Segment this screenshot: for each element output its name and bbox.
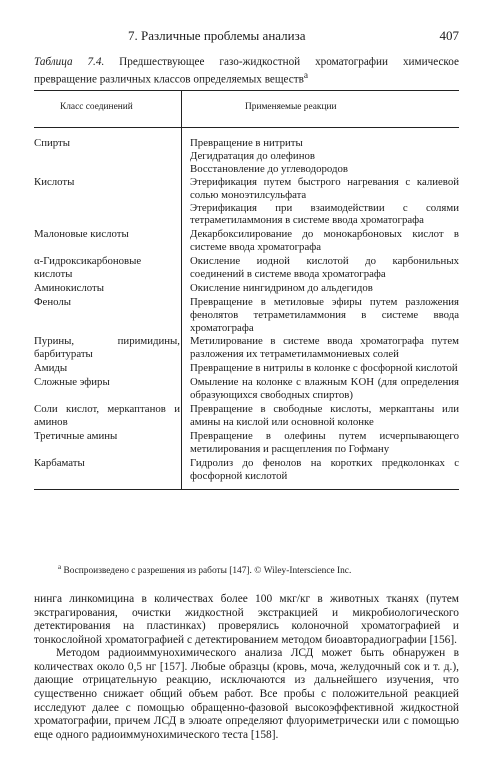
row-reaction: Декарбоксилирование до монокарбоновых кислот в системе ввода хроматографа <box>190 228 459 253</box>
page-number: 407 <box>439 28 459 43</box>
table-caption-text: Предшествующее газо-жидкостной хроматографии химическое превращение различных классов определяемых веществ <box>34 56 459 86</box>
column-header-reactions: Применяемые реакции <box>245 102 337 112</box>
row-class: Карбаматы <box>34 457 85 469</box>
row-class: Третичные амины <box>34 430 118 442</box>
row-class: Малоновые кислоты <box>34 228 129 240</box>
table-caption <box>34 56 459 87</box>
row-class: Пурины, пиримидины, барбитураты <box>34 335 180 360</box>
row-class: Сложные эфиры <box>34 376 110 388</box>
row-reaction: Превращение в свободные кислоты, меркаптаны или амины на кислой или основной колонке <box>190 403 459 428</box>
row-class: Соли кислот, меркаптанов и аминов <box>34 403 180 428</box>
table-bottom-rule <box>34 489 459 490</box>
row-reaction: Окисление иодной кислотой до карбонильных соединений в системе ввода хроматографа <box>190 255 459 280</box>
row-class: Спирты <box>34 137 70 149</box>
table-top-rule <box>34 90 459 91</box>
row-reaction: Превращение в метиловые эфиры путем разложения фенолятов тетраметиламмония в системе ввода хроматографа <box>190 296 459 334</box>
table-footnote <box>58 563 351 576</box>
row-class: α-Гидроксикарбоновые кислоты <box>34 255 142 280</box>
body-text <box>34 593 459 742</box>
row-reaction: Окисление нингидрином до альдегидов <box>190 282 373 294</box>
row-reaction: Метилирование в системе ввода хроматографа путем разложения их тетраметиламмониевых солей <box>190 335 459 360</box>
row-class: Фенолы <box>34 296 71 308</box>
footnote-marker: a <box>58 563 62 571</box>
row-class: Амиды <box>34 362 68 374</box>
row-reaction: Превращение в олефины путем исчерпывающего метилирования и расщепления по Гофману <box>190 430 459 455</box>
table-header-rule <box>34 127 459 128</box>
row-reaction: Этерификация путем быстрого нагревания с калиевой солью моноэтилсульфата Этерификация при взаимодействии с солями тетраметиламмония в системе ввода хроматографа <box>190 176 459 227</box>
row-reaction: Превращение в нитрилы в колонке с фосфорной кислотой <box>190 362 458 374</box>
column-header-class: Класс соединений <box>60 102 133 112</box>
row-reaction: Омыление на колонке с влажным KOH (для определения образующихся свободных спиртов) <box>190 376 459 401</box>
row-class: Кислоты <box>34 176 75 188</box>
row-class: Аминокислоты <box>34 282 105 294</box>
body-paragraph-1: нинга линкомицина в количествах более 100 мкг/кг в животных тканях (путем экстрагирования, очистки жидкостной экстракцией и микробиологического детектирования на пластинках) проверялись колоночной хроматографией и тонкослойной хроматографией с детектированием методом биоавторадиографии [156]. <box>34 593 459 646</box>
table-column-divider <box>181 90 182 489</box>
row-reaction: Превращение в нитриты Дегидратация до олефинов Восстановление до углеводородов <box>190 137 348 175</box>
table-label: Таблица 7.4. <box>34 56 105 68</box>
row-reaction: Гидролиз до фенолов на коротких предколонках с фосфорной кислотой <box>190 457 459 482</box>
section-title: 7. Различные проблемы анализа <box>128 28 306 43</box>
body-paragraph-2: Методом радиоиммунохимического анализа ЛСД может быть обнаружен в количествах около 0,5 нг [157]. Любые образцы (кровь, моча, желудочный сок и т. д.), дающие отрицательную реакцию, исключаются из дальнейшего изучения, что существенно снижает общий объем работ. Все пробы с положительной реакцией исследуют далее с помощью обращенно-фазовой высокоэффективной жидкостной хроматографии, причем ЛСД в элюате определяют флуориметрически или с помощью еще одного радиоиммунохимического теста [158]. <box>34 647 459 741</box>
footnote-text: Воспроизведено с разрешения из работы [147]. © Wiley-Interscience Inc. <box>61 566 352 577</box>
caption-footnote-marker: a <box>303 70 309 81</box>
